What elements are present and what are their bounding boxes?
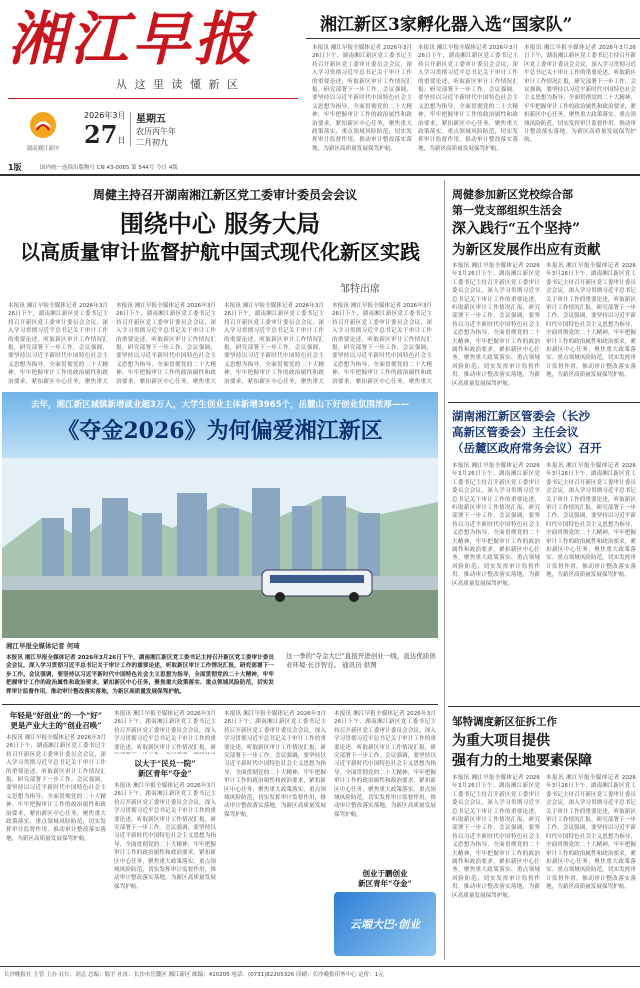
right-story-3-title1: 为重大项目提供 bbox=[452, 733, 550, 749]
top-story[interactable] bbox=[306, 0, 640, 170]
right-story-2-body: 本报讯 湘江早报全媒体记者 2026年3月26日下午，湖南湘江新区党工委书记主持召开新区党工委审计委员会会议，深入学习贯彻习近平总书记关于审计工作的重要论述，听取新区审计工作情况汇报，研究部署下一步工作。会议强调，要坚持以习近平新时代中国特色社会主义思想为指导，全面贯彻党的二十大精神，牢牢把握审计工作的政治属性和政治要求，紧扣新区中心任务，聚焦重大政策落实、重点领域风险防范，切实发挥审计监督作用，推动审计整改落实落地，为新区高质量发展保驾护航。 bbox=[546, 463, 636, 579]
feature-body: 本报讯 湘江早报全媒体记者 2026年3月26日下午，湖南湘江新区党工委书记主持召开新区党工委审计委员会会议，深入学习贯彻习近平总书记关于审计工作的重要论述，听取新区审计工作情况汇报，研 bbox=[114, 711, 216, 751]
feature-body: 本报讯 湘江早报全媒体记者 2026年3月26日下午，湖南湘江新区党工委书记主持召开新区党工委审计委员会会议，深入学习贯彻习近平总书记关于审计工作的重要论述，听取新区审计工作情况汇报，研究部署下一步工作。会议强调，要坚持以习近平新时代中国特色社会主义思想为指导，全面贯彻党的二十大精神，牢牢把握审计工作的政治属性和政治要求，紧扣新区中心任务，聚焦重大政策落实、重点领域风险防范，切实发挥审计监督作用，推动审计整改落实落地，为新区高质量发展保驾护航。 bbox=[6, 735, 106, 842]
new-area-emblem-icon bbox=[28, 110, 58, 140]
right-story-1-body: 本报讯 湘江早报全媒体记者 2026年3月26日下午，湖南湘江新区党工委书记主持召开新区党工委审计委员会会议，深入学习贯彻习近平总书记关于审计工作的重要论述，听取新区审计工作情况汇报，研究部署下一步工作。会议强调，要坚持以习近平新时代中国特色社会主义思想为指导，全面贯彻党的二十大精神，牢牢把握审计工作的政治属性和政治要求，紧扣新区中心任务，聚焦重大政策落实、重点领域风险防范，切实发挥审计监督作用，推动审计整改落实落地，为新区高质量发展保驾护航。 bbox=[452, 263, 540, 387]
right-story-3-body: 本报讯 湘江早报全媒体记者 2026年3月26日下午，湖南湘江新区党工委书记主持召开新区党工委审计委员会会议，深入学习贯彻习近平总书记关于审计工作的重要论述，听取新区审计工作情况汇报，研究部署下一步工作。会议强调，要坚持以习近平新时代中国特色社会主义思想为指导，全面贯彻党的二十大精神，牢牢把握审计工作的政治属性和政治要求，紧扣新区中心任务，聚焦重大政策落实、重点领域风险防范，切实发挥审计监督作用，推动审计整改落实落地，为新区高质量发展保驾护航。 bbox=[546, 775, 636, 891]
right-story-3[interactable] bbox=[448, 708, 640, 962]
footer-info: 长沙晚报社 主管 主办 社长：刘孟 总编：陈宇 社址：长沙市岳麓区 湘江新区 邮编：410205 电话：(0731)82205326 印刷：长沙晚报印务中心 定价：1元 bbox=[4, 972, 384, 978]
feature-body: 本报讯 湘江早报全媒体记者 2026年3月26日下午，湖南湘江新区党工委书记主持召开新区党工委审计委员会会议，深入学习贯彻习近平总书记关于审计工作的重要论述，听取新区审计工作情况汇报，研究部署下一步工作。会议强调，要坚持以习近平新时代中国特色社会主义思想为指导，全面贯彻党的二十大精神，牢牢把握审计工作的政治属性和政治要求，紧扣新区中心任务，聚焦重大政策落实、重点领域风险防范，切实发挥审计监督作用，推动审计整改落实落地，为新区高质量发展保驾护航。 bbox=[334, 711, 436, 818]
top-story-body: 本报讯 湘江早报全媒体记者 2026年3月26日下午，湖南湘江新区党工委书记主持召开新区党工委审计委员会会议，深入学习贯彻习近平总书记关于审计工作的重要论述，听取新区审计工作情况汇报，研究部署下一步工作。会议强调，要坚持以习近平新时代中国特色社会主义思想为指导，全面贯彻党的二十大精神，牢牢把握审计工作的政治属性和政治要求，紧扣新区中心任务，聚焦重大政策落实、重点领域风险防范，切实发挥审计监督作用，推动审计整改落实落地，为新区高质量发展保驾护航。 bbox=[312, 45, 412, 152]
lead-body: 本报讯 湘江早报全媒体记者 2026年3月26日下午，湖南湘江新区党工委书记主持召开新区党工委审计委员会会议，深入学习贯彻习近平总书记关于审计工作的重要论述，听取新区审计工作情况汇报，研究部署下一步工作。会议强调，要坚持以习近平新时代中国特色社会主义思想为指导，全面贯彻党的二十大精神，牢牢把握审计工作的政治属性和政治要求，紧扣新区中心任务，聚焦重大 bbox=[8, 303, 108, 384]
feature-subhead-2b: 新区青年“夺金” bbox=[138, 769, 192, 778]
footer-rule bbox=[0, 966, 640, 967]
publication-meta: 国内统一连续出版物号 CN 43-0065 第 544号 今日 4版 bbox=[40, 165, 178, 171]
feature-intro: 本报讯 湘江早报全媒体记者 2026年3月26日下午，湖南湘江新区党工委书记主持召开新区党工委审计委员会会议，深入学习贯彻习近平总书记关于审计工作的重要论述，听取新区审计工作情况汇报，研究部署下一步工作。会议强调，要坚持以习近平新时代中国特色社会主义思想为指导，全面贯彻党的二十大精神，牢牢把握审计工作的政治属性和政治要求，紧扣新区中心任务，聚焦重大政策落实、重点领域风险防范，切实发挥审计监督作用，推动审计整改落实落地，为新区高质量发展保驾护航。 bbox=[6, 655, 274, 695]
column-divider bbox=[444, 180, 445, 960]
feature-kicker: 去年，湘江新区城镇新增就业超3万人，大学生创业主体新增3965个，岳麓山下好创业氛围浓厚—— bbox=[30, 400, 410, 410]
right-rule-1 bbox=[448, 402, 640, 403]
right-story-2[interactable] bbox=[448, 404, 640, 704]
date-day-unit: 日 bbox=[117, 136, 126, 145]
feature-subhead-1b: 更是产业大主的“创业召唤” bbox=[10, 721, 102, 730]
lead-story[interactable] bbox=[0, 180, 440, 390]
right-story-2-title3: （岳麓区政府常务会议）召开 bbox=[452, 441, 602, 455]
feature-badge-text: 云端大巴·创业 bbox=[349, 918, 421, 931]
top-story-body: 本报讯 湘江早报全媒体记者 2026年3月26日下午，湖南湘江新区党工委书记主持召开新区党工委审计委员会会议，深入学习贯彻习近平总书记关于审计工作的重要论述，听取新区审计工作情况汇报，研究部署下一步工作。会议强调，要坚持以习近平新时代中国特色社会主义思想为指导，全面贯彻党的二十大精神，牢牢把握审计工作的政治属性和政治要求，紧扣新区中心任务，聚焦重大政策落实、重点领域风险防范，切实发挥审计监督作用，推动审计整改落实落地，为新区高质量发展保驾护航。 bbox=[418, 45, 518, 152]
lead-body: 本报讯 湘江早报全媒体记者 2026年3月26日下午，湖南湘江新区党工委书记主持召开新区党工委审计委员会会议，深入学习贯彻习近平总书记关于审计工作的重要论述，听取新区审计工作情况汇报，研究部署下一步工作。会议强调，要坚持以习近平新时代中国特色社会主义思想为指导，全面贯彻党的二十大精神，牢牢把握审计工作的政治属性和政治要求，紧扣新区中心任务，聚焦重大 bbox=[332, 303, 432, 384]
newspaper-name: 湘江早报 bbox=[8, 5, 257, 73]
masthead bbox=[0, 0, 300, 172]
right-story-3-body: 本报讯 湘江早报全媒体记者 2026年3月26日下午，湖南湘江新区党工委书记主持召开新区党工委审计委员会会议，深入学习贯彻习近平总书记关于审计工作的重要论述，听取新区审计工作情况汇报，研究部署下一步工作。会议强调，要坚持以习近平新时代中国特色社会主义思想为指导，全面贯彻党的二十大精神，牢牢把握审计工作的政治属性和政治要求，紧扣新区中心任务，聚焦重大政策落实、重点领域风险防范，切实发挥审计监督作用，推动审计整改落实落地，为新区高质量发展保驾护航。 bbox=[452, 775, 540, 899]
lead-body: 本报讯 湘江早报全媒体记者 2026年3月26日下午，湖南湘江新区党工委书记主持召开新区党工委审计委员会会议，深入学习贯彻习近平总书记关于审计工作的重要论述，听取新区审计工作情况汇报，研究部署下一步工作。会议强调，要坚持以习近平新时代中国特色社会主义思想为指导，全面贯彻党的二十大精神，牢牢把握审计工作的政治属性和政治要求，紧扣新区中心任务，聚焦重大 bbox=[116, 303, 216, 384]
slogan-rule bbox=[8, 98, 298, 99]
right-story-2-title1: 湖南湘江新区管委会（长沙 bbox=[452, 409, 590, 423]
top-story-rule bbox=[306, 38, 640, 39]
lead-body: 本报讯 湘江早报全媒体记者 2026年3月26日下午，湖南湘江新区党工委书记主持召开新区党工委审计委员会会议，深入学习贯彻习近平总书记关于审计工作的重要论述，听取新区审计工作情况汇报，研究部署下一步工作。会议强调，要坚持以习近平新时代中国特色社会主义思想为指导，全面贯彻党的二十大精神，牢牢把握审计工作的政治属性和政治要求，紧扣新区中心任务，聚焦重大 bbox=[224, 303, 324, 384]
date-year-month: 2026年3月 bbox=[84, 111, 126, 120]
feature-title: 《夺金2026》为何偏爱湘江新区 bbox=[57, 418, 383, 444]
feature-subhead-3b: 新区青年“夺金” bbox=[358, 879, 412, 888]
right-story-1-title1: 深入践行“五个坚持” bbox=[452, 221, 581, 237]
feature-rule bbox=[2, 704, 438, 705]
feature-subhead-1: 年轻是“好创业”的一个“好” bbox=[9, 711, 103, 720]
photo-caption-left: 湘江早报全媒体记者 何琦 bbox=[6, 642, 80, 650]
feature-subhead-3: 创业于鹏创业 bbox=[362, 869, 408, 878]
feature-photo bbox=[2, 458, 438, 638]
right-story-1-kicker: 周健参加新区党校综合部 bbox=[452, 188, 573, 201]
right-story-2-title2: 高新区管委会）主任会议 bbox=[452, 425, 579, 439]
lead-title-line2: 以高质量审计监督护航中国式现代化新区实践 bbox=[20, 240, 420, 264]
right-story-1-body: 本报讯 湘江早报全媒体记者 2026年3月26日下午，湖南湘江新区党工委书记主持召开新区党工委审计委员会会议，深入学习贯彻习近平总书记关于审计工作的重要论述，听取新区审计工作情况汇报，研究部署下一步工作。会议强调，要坚持以习近平新时代中国特色社会主义思想为指导，全面贯彻党的二十大精神，牢牢把握审计工作的政治属性和政治要求，紧扣新区中心任务，聚焦重大政策落实、重点领域风险防范，切实发挥审计监督作用，推动审计整改落实落地，为新区高质量发展保驾护航。 bbox=[546, 263, 636, 379]
lunar-date: 二月初九 bbox=[136, 138, 168, 147]
feature-subhead-2: 以大于“民兑一院” bbox=[134, 759, 196, 768]
right-story-1-title2: 为新区发展作出应有贡献 bbox=[452, 242, 601, 258]
feature-story[interactable] bbox=[0, 392, 440, 962]
lead-title-line1: 围绕中心 服务大局 bbox=[119, 209, 321, 238]
photo-caption-right: 这一季的“夺金大巴”直接开进创业一线，直达优质创业环境·长沙智谷。 通讯员 供图 bbox=[286, 652, 436, 669]
top-story-body: 本报讯 湘江早报全媒体记者 2026年3月26日下午，湖南湘江新区党工委书记主持召开新区党工委审计委员会会议，深入学习贯彻习近平总书记关于审计工作的重要论述，听取新区审计工作情况汇报，研究部署下一步工作。会议强调，要坚持以习近平新时代中国特色社会主义思想为指导，全面贯彻党的二十大精神，牢牢把握审计工作的政治属性和政治要求，紧扣新区中心任务，聚焦重大政策落实、重点领域风险防范，切实发挥审计监督作用，推动审计整改落实落地，为新区高质量发展保驾护航。 bbox=[524, 45, 636, 144]
feature-body: 本报讯 湘江早报全媒体记者 2026年3月26日下午，湖南湘江新区党工委书记主持召开新区党工委审计委员会会议，深入学习贯彻习近平总书记关于审计工作的重要论述，听取新区审计工作情况汇报，研究部署下一步工作。会议强调，要坚持以习近平新时代中国特色社会主义思想为指导，全面贯彻党的二十大精神，牢牢把握审计工作的政治属性和政治要求，紧扣新区中心任务，聚焦重大政策落实、重点领域风险防范，切实发挥审计监督作用，推动审计整改落实落地，为新区高质量发展保驾护航。 bbox=[224, 711, 326, 818]
right-story-3-kicker: 邹特调度新区征拆工作 bbox=[452, 716, 557, 728]
right-story-2-body: 本报讯 湘江早报全媒体记者 2026年3月26日下午，湖南湘江新区党工委书记主持召开新区党工委审计委员会会议，深入学习贯彻习近平总书记关于审计工作的重要论述，听取新区审计工作情况汇报，研究部署下一步工作。会议强调，要坚持以习近平新时代中国特色社会主义思想为指导，全面贯彻党的二十大精神，牢牢把握审计工作的政治属性和政治要求，紧扣新区中心任务，聚焦重大政策落实、重点领域风险防范，切实发挥审计监督作用，推动审计整改落实落地，为新区高质量发展保驾护航。 bbox=[452, 463, 540, 587]
right-story-1[interactable] bbox=[448, 180, 640, 400]
top-story-title: 湘江新区3家孵化器入选“国家队” bbox=[320, 15, 573, 35]
lead-kicker: 周健主持召开湖南湘江新区党工委审计委员会会议 bbox=[92, 188, 357, 202]
emblem-label: 湖南湘江新区 bbox=[26, 146, 60, 152]
date-day bbox=[84, 120, 130, 149]
lunar-year: 农历丙午年 bbox=[136, 127, 176, 136]
right-story-3-title2: 强有力的土地要素保障 bbox=[452, 753, 592, 769]
lead-author: 邹特出席 bbox=[340, 284, 380, 295]
right-story-1-kicker2: 第一党支部组织生活会 bbox=[452, 204, 562, 217]
slogan: 从 这 里 读 懂 新 区 bbox=[116, 78, 240, 91]
date-divider bbox=[130, 112, 131, 146]
date-day-number: 27 bbox=[84, 120, 118, 149]
page-number: 1版 bbox=[8, 163, 22, 172]
feature-body: 本报讯 湘江早报全媒体记者 2026年3月26日下午，湖南湘江新区党工委书记主持召开新区党工委审计委员会会议，深入学习贯彻习近平总书记关于审计工作的重要论述，听取新区审计工作情况汇报，研究部署下一步工作。会议强调，要坚持以习近平新时代中国特色社会主义思想为指导，全面贯彻党的二十大精神，牢牢把握审计工作的政治属性和政治要求，紧扣新区中心任务，聚焦重大政策落实、重点领域风险防范，切实发挥审计监督作用，推动审计整改落实落地，为新区高质量发展保驾护航。 bbox=[114, 783, 216, 890]
weekday: 星期五 bbox=[136, 114, 166, 125]
header-rule bbox=[0, 174, 640, 176]
right-rule-2 bbox=[448, 706, 640, 707]
